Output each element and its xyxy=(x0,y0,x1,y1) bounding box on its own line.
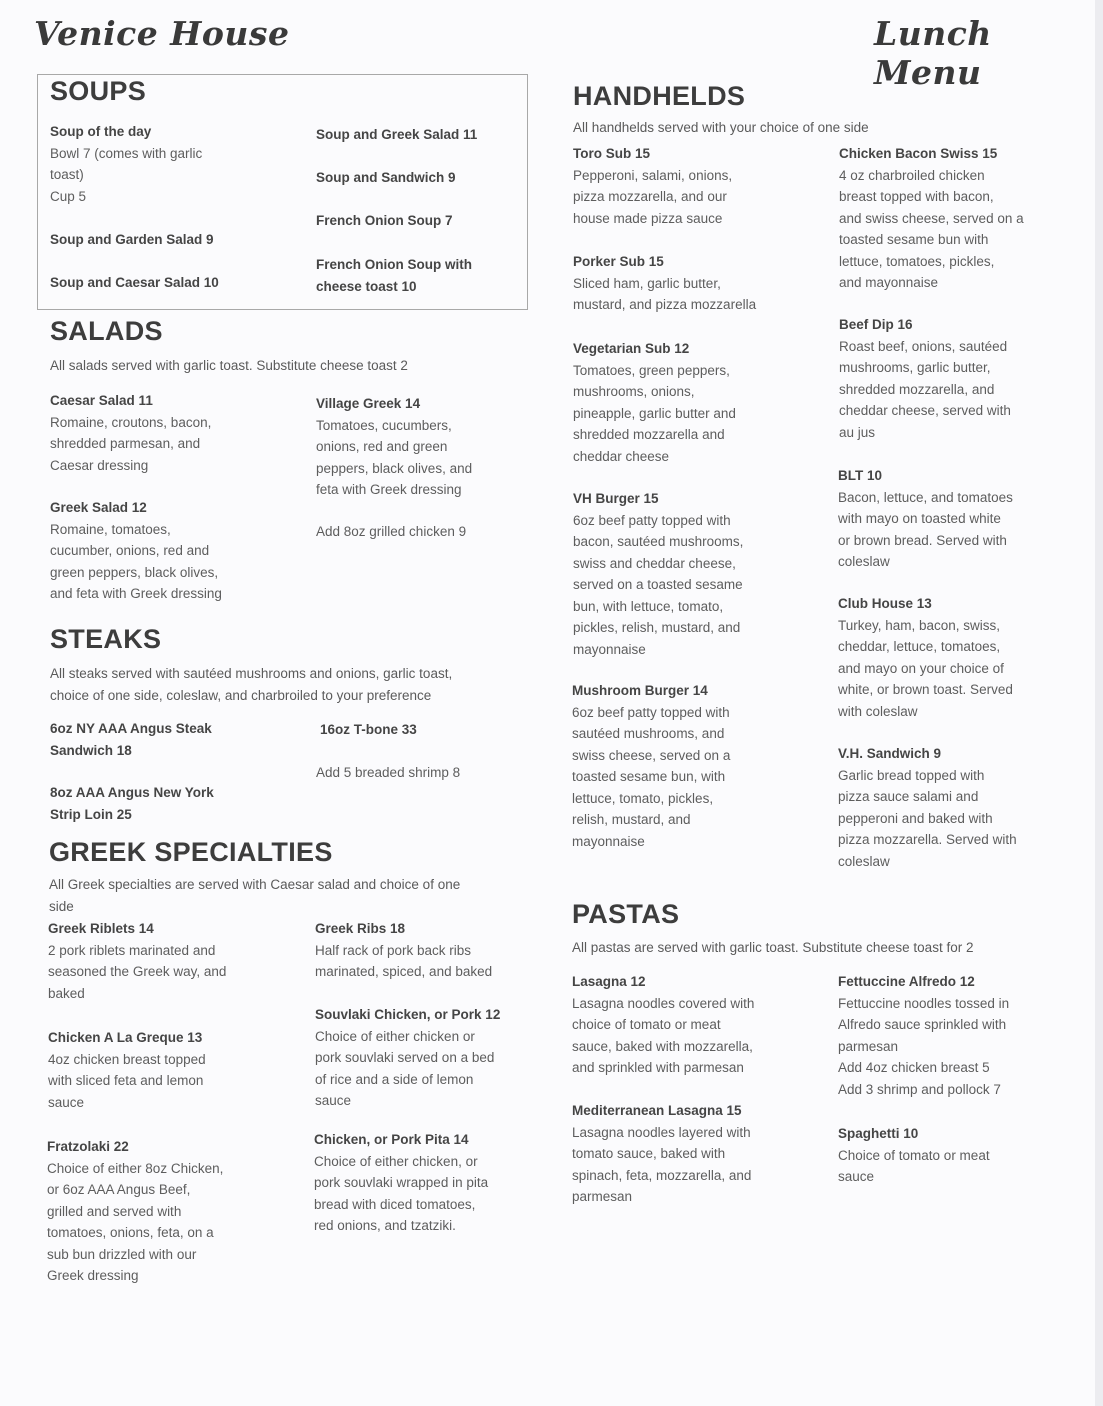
item-desc: Romaine, tomatoes, cucumber, onions, red and green peppers, black olives, and feta with Greek dressing xyxy=(50,521,222,601)
item-title: 6oz NY AAA Angus Steak Sandwich 18 xyxy=(50,721,212,758)
salads-heading: SALADS xyxy=(50,316,163,346)
beef-dip xyxy=(839,314,1079,443)
greek-ribs xyxy=(315,918,535,983)
add-breaded-shrimp xyxy=(316,762,460,784)
item-title: Chicken, or Pork Pita 14 xyxy=(314,1132,469,1147)
menu-title: Lunch Menu xyxy=(874,14,992,92)
chicken-a-la-greque xyxy=(48,1027,298,1113)
item-title: Greek Ribs 18 xyxy=(315,921,406,936)
item-title: Beef Dip 16 xyxy=(839,317,913,332)
toro-sub xyxy=(573,143,823,229)
soup-caesar-salad xyxy=(50,272,219,294)
vh-burger xyxy=(573,488,823,660)
item-title: Greek Salad 12 xyxy=(50,500,147,515)
item-desc: Bowl 7 (comes with garlic toast) Cup 5 xyxy=(50,145,203,204)
item-title: Toro Sub 15 xyxy=(573,146,651,161)
item-desc: Roast beef, onions, sautéed mushrooms, garlic butter, shredded mozzarella, and cheddar cheese, served with au jus xyxy=(839,338,1011,440)
item-title: 16oz T-bone 33 xyxy=(320,722,417,737)
soup-greek-salad xyxy=(316,124,477,146)
item-desc: Romaine, croutons, bacon, shredded parmesan, and Caesar dressing xyxy=(50,414,212,473)
item-desc: Add 8oz grilled chicken 9 xyxy=(316,524,467,539)
greek-heading: GREEK SPECIALTIES xyxy=(49,837,333,867)
salads-note: All salads served with garlic toast. Substitute cheese toast 2 xyxy=(50,358,408,373)
handhelds-heading: HANDHELDS xyxy=(573,81,746,111)
item-title: Porker Sub 15 xyxy=(573,254,664,269)
item-desc: 2 pork riblets marinated and seasoned the Greek way, and baked xyxy=(48,942,227,1001)
french-onion-soup xyxy=(316,210,453,232)
item-title: VH Burger 15 xyxy=(573,491,659,506)
t-bone xyxy=(320,719,417,741)
fratzolaki xyxy=(47,1136,297,1287)
spaghetti xyxy=(838,1123,1078,1188)
item-desc: 6oz beef patty topped with sautéed mushrooms, and swiss cheese, served on a toasted sesame bun, with lettuce, tomato, pickles, relish, mustard, and mayonnaise xyxy=(572,704,731,849)
item-title: Chicken A La Greque 13 xyxy=(48,1030,203,1045)
handhelds-note: All handhelds served with your choice of one side xyxy=(573,120,869,135)
item-desc: Choice of either 8oz Chicken, or 6oz AAA Angus Beef, grilled and served with tomatoes, onions, feta, on a sub bun drizzled with our Greek dressing xyxy=(47,1160,224,1283)
pork-pita xyxy=(314,1129,534,1237)
item-title: Lasagna 12 xyxy=(572,974,646,989)
restaurant-name: Venice House xyxy=(34,14,290,53)
chicken-bacon-swiss xyxy=(839,143,1079,294)
page-edge xyxy=(1095,0,1103,1406)
porker-sub xyxy=(573,251,823,316)
lasagna xyxy=(572,971,822,1079)
soup-of-the-day xyxy=(50,121,290,207)
item-desc: 4oz chicken breast topped with sliced feta and lemon sauce xyxy=(48,1051,206,1110)
item-title: Fratzolaki 22 xyxy=(47,1139,129,1154)
mediterranean-lasagna xyxy=(572,1100,822,1208)
item-title: Fettuccine Alfredo 12 xyxy=(838,974,975,989)
item-title: Spaghetti 10 xyxy=(838,1126,919,1141)
item-title: Souvlaki Chicken, or Pork 12 xyxy=(315,1007,501,1022)
item-desc: 6oz beef patty topped with bacon, sautéed mushrooms, swiss and cheddar cheese, served on a toasted sesame bun, with lettuce, tomato, pickles, relish, mustard, and mayonnaise xyxy=(573,512,744,657)
item-desc: Turkey, ham, bacon, swiss, cheddar, lettuce, tomatoes, and mayo on your choice of white, or brown toast. Served with coleslaw xyxy=(838,617,1013,719)
item-desc: Choice of either chicken or pork souvlaki served on a bed of rice and a side of lemon sauce xyxy=(315,1028,495,1108)
item-title: Soup and Greek Salad 11 xyxy=(316,127,478,142)
greek-salad xyxy=(50,497,300,605)
soup-sandwich xyxy=(316,167,456,189)
item-title: BLT 10 xyxy=(838,468,883,483)
item-title: Soup and Sandwich 9 xyxy=(316,170,456,185)
item-desc: Choice of tomato or meat sauce xyxy=(838,1147,990,1184)
item-title: V.H. Sandwich 9 xyxy=(838,746,942,761)
item-title: Village Greek 14 xyxy=(316,396,421,411)
item-desc: Lasagna noodles covered with choice of tomato or meat sauce, baked with mozzarella, and sprinkled with parmesan xyxy=(572,995,755,1075)
item-title: Greek Riblets 14 xyxy=(48,921,154,936)
item-title: French Onion Soup 7 xyxy=(316,213,453,228)
fettuccine-alfredo xyxy=(838,971,1078,1100)
mushroom-burger xyxy=(572,680,822,852)
caesar-salad xyxy=(50,390,300,476)
item-title: Soup and Garden Salad 9 xyxy=(50,232,214,247)
item-desc: 4 oz charbroiled chicken breast topped with bacon, and swiss cheese, served on a toasted sesame bun with lettuce, tomatoes, pickles, and mayonnaise xyxy=(839,167,1024,290)
greek-riblets xyxy=(48,918,298,1004)
blt xyxy=(838,465,1078,573)
item-title: Club House 13 xyxy=(838,596,932,611)
club-house xyxy=(838,593,1078,722)
item-desc: Tomatoes, green peppers, mushrooms, onions, pineapple, garlic butter and shredded mozzarella and cheddar cheese xyxy=(573,362,736,464)
french-onion-cheese xyxy=(316,254,472,297)
item-desc: Pepperoni, salami, onions, pizza mozzarella, and our house made pizza sauce xyxy=(573,167,733,226)
item-desc: Half rack of pork back ribs marinated, spiced, and baked xyxy=(315,942,493,979)
item-desc: Add 5 breaded shrimp 8 xyxy=(316,765,461,780)
item-title: Soup and Caesar Salad 10 xyxy=(50,275,219,290)
item-title: Mediterranean Lasagna 15 xyxy=(572,1103,742,1118)
strip-loin xyxy=(50,782,214,825)
ny-steak-sandwich xyxy=(50,718,212,761)
souvlaki xyxy=(315,1004,535,1112)
pastas-note: All pastas are served with garlic toast. Substitute cheese toast for 2 xyxy=(572,940,974,955)
item-title: Soup of the day xyxy=(50,124,152,139)
item-title: Vegetarian Sub 12 xyxy=(573,341,690,356)
item-desc: Lasagna noodles layered with tomato sauce, baked with spinach, feta, mozzarella, and parmesan xyxy=(572,1124,752,1204)
soups-heading: SOUPS xyxy=(50,76,147,106)
item-desc: Tomatoes, cucumbers, onions, red and green peppers, black olives, and feta with Greek dressing xyxy=(316,417,473,497)
item-title: French Onion Soup with cheese toast 10 xyxy=(316,257,472,294)
item-desc: Fettuccine noodles tossed in Alfredo sauce sprinkled with parmesan Add 4oz chicken breast 5 Add 3 shrimp and pollock 7 xyxy=(838,995,1010,1097)
soup-garden-salad xyxy=(50,229,214,251)
item-desc: Choice of either chicken, or pork souvlaki wrapped in pita bread with diced tomatoes, red onions, and tzatziki. xyxy=(314,1153,489,1233)
item-title: Caesar Salad 11 xyxy=(50,393,153,408)
item-desc: Garlic bread topped with pizza sauce salami and pepperoni and baked with pizza mozzarella. Served with coleslaw xyxy=(838,767,1017,869)
item-desc: Bacon, lettuce, and tomatoes with mayo on toasted white or brown bread. Served with coleslaw xyxy=(838,489,1013,569)
steaks-heading: STEAKS xyxy=(50,624,162,654)
item-title: 8oz AAA Angus New York Strip Loin 25 xyxy=(50,785,214,822)
item-title: Mushroom Burger 14 xyxy=(572,683,708,698)
add-grilled-chicken xyxy=(316,521,466,543)
steaks-note: All steaks served with sautéed mushrooms and onions, garlic toast, choice of one side, coleslaw, and charbroiled to your preference xyxy=(50,666,453,703)
greek-note: All Greek specialties are served with Caesar salad and choice of one side xyxy=(49,877,461,914)
vh-sandwich xyxy=(838,743,1078,872)
item-title: Chicken Bacon Swiss 15 xyxy=(839,146,998,161)
pastas-heading: PASTAS xyxy=(572,899,680,929)
village-greek xyxy=(316,393,526,501)
vegetarian-sub xyxy=(573,338,823,467)
item-desc: Sliced ham, garlic butter, mustard, and pizza mozzarella xyxy=(573,275,757,312)
